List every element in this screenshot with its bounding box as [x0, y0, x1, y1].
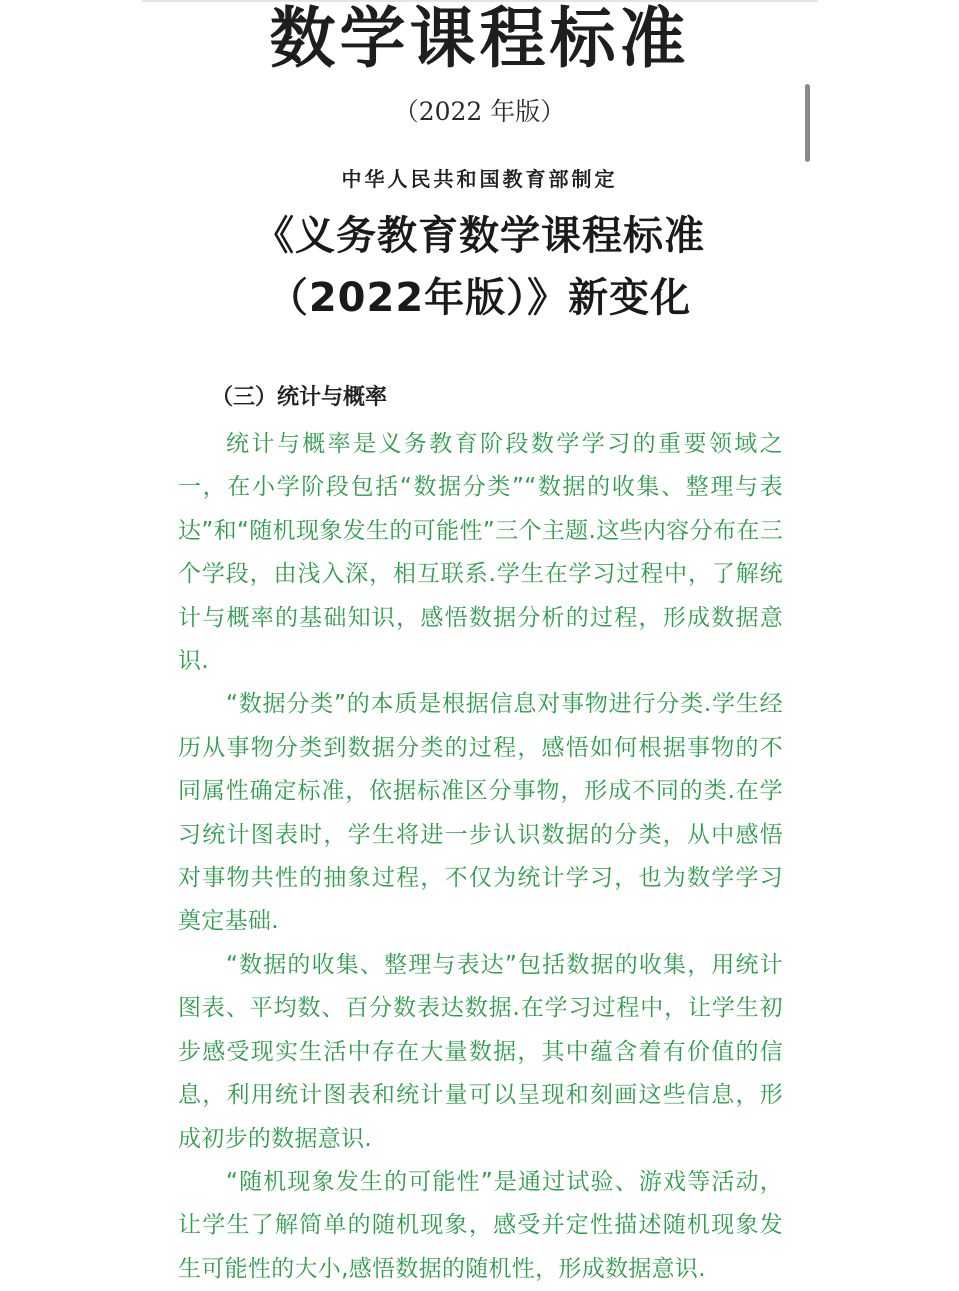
paragraph-2: “数据分类”的本质是根据信息对事物进行分类.学生经历从事物分类到数据分类的过程，感悟如何根据事物的不同属性确定标准，依据标准区分事物，形成不同的类.在学习统计图表时，学生将进一步认识数据的分类，从中感悟对事物共性的抽象过程，不仅为统计学习，也为数学学习奠定基础. [178, 691, 783, 935]
paragraph-1: 统计与概率是义务教育阶段数学学习的重要领域之一，在小学阶段包括“数据分类”“数据的收集、整理与表达”和“随机现象发生的可能性”三个主题.这些内容分布在三个学段，由浅入深，相互联系.学生在学习过程中，了解统计与概率的基础知识，感悟数据分析的过程，形成数据意识. [178, 431, 783, 675]
book-cover-title: 数学课程标准 [269, 0, 690, 77]
book-cover-publisher: 中华人民共和国教育部制定 [341, 167, 618, 191]
body-text [178, 423, 783, 1291]
paragraph-3: “数据的收集、整理与表达”包括数据的收集，用统计图表、平均数、百分数表达数据.在学习过程中，让学生初步感受现实生活中存在大量数据，其中蕴含着有价值的信息，利用统计图表和统计量可以呈现和刻画这些信息，形成初步的数据意识. [178, 951, 783, 1152]
paragraph-4: “随机现象发生的可能性”是通过试验、游戏等活动，让学生了解简单的随机现象，感受并定性描述随机现象发生可能性的大小,感悟数据的随机性，形成数据意识. [178, 1168, 783, 1282]
headline-line-2: （2022年版）》新变化 [267, 275, 692, 321]
section-heading: （三）统计与概率 [211, 385, 388, 410]
book-cover-edition: （2022 年版） [393, 97, 566, 126]
headline-line-1: 《义务教育数学课程标准 [254, 213, 705, 259]
